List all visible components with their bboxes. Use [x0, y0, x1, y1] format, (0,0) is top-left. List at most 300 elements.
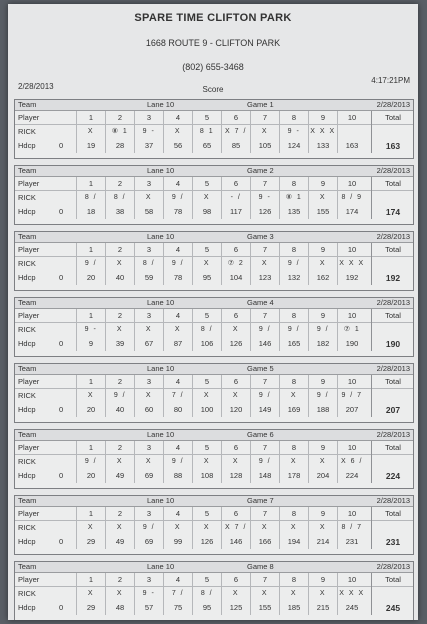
frame-divider [221, 111, 222, 153]
frame-divider [337, 177, 338, 219]
cumulative-score: 215 [316, 603, 330, 612]
cumulative-score: 182 [316, 339, 330, 348]
cumulative-score: 37 [144, 141, 154, 150]
hdcp-value: 0 [59, 405, 64, 414]
frame-marks: 9 / [258, 458, 272, 465]
player-name: RICK [18, 457, 36, 466]
frame-number: 2 [117, 377, 123, 386]
frame-divider [105, 243, 106, 285]
frame-number: 5 [204, 443, 210, 452]
frame-divider [279, 375, 280, 417]
cumulative-score: 69 [144, 537, 154, 546]
cumulative-score: 18 [86, 207, 96, 216]
game-table [14, 363, 414, 423]
cumulative-score: 105 [258, 141, 272, 150]
cumulative-score: 132 [287, 273, 301, 282]
frame-number: 9 [320, 575, 326, 584]
frame-marks: X [290, 524, 298, 531]
cumulative-score: 126 [258, 207, 272, 216]
frame-number: 9 [320, 377, 326, 386]
hdcp-label: Hdcp [18, 273, 36, 282]
games-list [14, 99, 414, 620]
total-column-label: Total [385, 311, 401, 320]
total-column-label: Total [385, 377, 401, 386]
game-date: 2/28/2013 [376, 496, 410, 505]
total-divider [371, 177, 372, 219]
game-number: Game 5 [247, 364, 274, 373]
game-date: 2/28/2013 [376, 166, 410, 175]
lane-label: Lane 10 [147, 100, 175, 109]
frame-divider [192, 375, 193, 417]
frame-marks: 9 / [287, 326, 301, 333]
frame-number: 3 [146, 575, 152, 584]
game-number: Game 4 [247, 298, 274, 307]
cumulative-score: 148 [258, 471, 272, 480]
frame-number: 3 [146, 245, 152, 254]
cumulative-score: 108 [200, 471, 214, 480]
frame-divider [134, 309, 135, 351]
frame-divider [221, 243, 222, 285]
frame-number: 10 [347, 443, 357, 452]
marks-row [15, 257, 413, 270]
frame-number: 6 [233, 377, 239, 386]
frame-marks: 9 / [171, 458, 185, 465]
frame-number: 1 [88, 575, 94, 584]
hdcp-label: Hdcp [18, 405, 36, 414]
cumulative-score: 155 [316, 207, 330, 216]
frame-marks: 9 / [142, 524, 156, 531]
frame-number: 4 [175, 377, 181, 386]
cumulative-score: 28 [115, 141, 125, 150]
cumulative-row [15, 469, 413, 483]
frame-marks: 7 / [171, 392, 185, 399]
frame-number-row [15, 375, 413, 389]
frame-divider [105, 573, 106, 615]
cumulative-score: 98 [202, 207, 212, 216]
game-total: 163 [385, 141, 401, 151]
frame-divider [221, 441, 222, 483]
total-column-label: Total [385, 575, 401, 584]
player-name: RICK [18, 589, 36, 598]
frame-divider [105, 309, 106, 351]
frame-divider [250, 111, 251, 153]
frame-number: 10 [347, 245, 357, 254]
cumulative-score: 146 [229, 537, 243, 546]
game-total: 231 [385, 537, 401, 547]
cumulative-score: 125 [229, 603, 243, 612]
frame-marks: X [261, 260, 269, 267]
frame-divider [76, 309, 77, 351]
game-header [15, 496, 413, 507]
frame-divider [134, 507, 135, 549]
frame-marks: X [116, 458, 124, 465]
game-number: Game 1 [247, 100, 274, 109]
game-number: Game 2 [247, 166, 274, 175]
frame-number: 8 [291, 113, 297, 122]
frame-number: 5 [204, 575, 210, 584]
cumulative-score: 192 [345, 273, 359, 282]
business-phone: (802) 655-3468 [182, 62, 244, 72]
frame-divider [76, 111, 77, 153]
frame-marks: 8 / [84, 194, 98, 201]
frame-divider [250, 177, 251, 219]
frame-number: 4 [175, 179, 181, 188]
frame-marks: X [319, 194, 327, 201]
cumulative-score: 149 [258, 405, 272, 414]
cumulative-score: 174 [345, 207, 359, 216]
frame-divider [279, 111, 280, 153]
total-divider [371, 441, 372, 483]
cumulative-row [15, 535, 413, 549]
frame-number: 9 [320, 509, 326, 518]
hdcp-label: Hdcp [18, 537, 36, 546]
game-table [14, 561, 414, 620]
frame-marks: X [261, 590, 269, 597]
frame-divider [192, 309, 193, 351]
frame-number: 4 [175, 575, 181, 584]
frame-number: 4 [175, 113, 181, 122]
cumulative-score: 20 [86, 405, 96, 414]
frame-number: 5 [204, 311, 210, 320]
cumulative-row [15, 403, 413, 417]
game-table [14, 99, 414, 159]
team-label: Team [18, 298, 37, 307]
frame-number: 9 [320, 245, 326, 254]
game-table [14, 297, 414, 357]
hdcp-value: 0 [59, 603, 64, 612]
team-label: Team [18, 100, 37, 109]
frame-marks: X [319, 590, 327, 597]
game-number: Game 3 [247, 232, 274, 241]
marks-row [15, 125, 413, 138]
frame-number: 7 [262, 377, 268, 386]
frame-number: 4 [175, 509, 181, 518]
total-divider [371, 111, 372, 153]
player-name: RICK [18, 127, 36, 136]
frame-divider [76, 177, 77, 219]
total-divider [371, 243, 372, 285]
frame-number: 9 [320, 311, 326, 320]
frame-number: 8 [291, 179, 297, 188]
frame-marks: 9 / [84, 260, 98, 267]
frame-number: 5 [204, 509, 210, 518]
cumulative-score: 245 [345, 603, 359, 612]
hdcp-value: 0 [59, 471, 64, 480]
frame-divider [337, 375, 338, 417]
frame-marks: 8 / 7 [341, 524, 363, 531]
frame-marks: X [232, 458, 240, 465]
frame-number: 7 [262, 311, 268, 320]
frame-marks: 9 - [142, 590, 156, 597]
marks-row [15, 323, 413, 336]
cumulative-score: 106 [200, 339, 214, 348]
player-column-label: Player [18, 245, 40, 254]
frame-number: 7 [262, 575, 268, 584]
lane-label: Lane 10 [147, 364, 175, 373]
frame-divider [163, 573, 164, 615]
hdcp-value: 0 [59, 273, 64, 282]
team-label: Team [18, 496, 37, 505]
frame-marks: ⑧ 1 [285, 194, 303, 201]
frame-divider [105, 111, 106, 153]
frame-number: 3 [146, 443, 152, 452]
marks-row [15, 455, 413, 468]
frame-number: 2 [117, 443, 123, 452]
frame-divider [163, 441, 164, 483]
frame-number: 8 [291, 575, 297, 584]
frame-number: 4 [175, 311, 181, 320]
frame-divider [250, 375, 251, 417]
cumulative-row [15, 139, 413, 153]
frame-divider [221, 177, 222, 219]
frame-number: 3 [146, 113, 152, 122]
frame-divider [76, 441, 77, 483]
game-total: 190 [385, 339, 401, 349]
frame-number: 1 [88, 509, 94, 518]
cumulative-score: 19 [86, 141, 96, 150]
frame-number: 2 [117, 113, 123, 122]
frame-divider [250, 309, 251, 351]
cumulative-score: 56 [173, 141, 183, 150]
frame-number: 7 [262, 179, 268, 188]
game-header [15, 100, 413, 111]
frame-divider [163, 111, 164, 153]
cumulative-score: 48 [115, 603, 125, 612]
frame-divider [279, 573, 280, 615]
frame-marks: X [174, 128, 182, 135]
frame-divider [337, 441, 338, 483]
hdcp-value: 0 [59, 207, 64, 216]
frame-marks: 9 / [316, 326, 330, 333]
frame-marks: X [203, 260, 211, 267]
frame-number: 10 [347, 509, 357, 518]
frame-number: 2 [117, 245, 123, 254]
frame-number: 3 [146, 179, 152, 188]
frame-number-row [15, 111, 413, 125]
frame-marks: 9 / [171, 260, 185, 267]
cumulative-score: 80 [173, 405, 183, 414]
cumulative-score: 78 [173, 207, 183, 216]
frame-number: 6 [233, 245, 239, 254]
frame-number: 1 [88, 443, 94, 452]
frame-number: 1 [88, 113, 94, 122]
game-total: 224 [385, 471, 401, 481]
frame-marks: 9 / [316, 392, 330, 399]
cumulative-score: 39 [115, 339, 125, 348]
frame-divider [192, 177, 193, 219]
cumulative-score: 78 [173, 273, 183, 282]
frame-marks: X [87, 128, 95, 135]
cumulative-score: 231 [345, 537, 359, 546]
frame-number: 5 [204, 113, 210, 122]
cumulative-score: 163 [345, 141, 359, 150]
frame-number-row [15, 573, 413, 587]
frame-divider [134, 243, 135, 285]
cumulative-score: 104 [229, 273, 243, 282]
frame-divider [76, 375, 77, 417]
cumulative-row [15, 271, 413, 285]
frame-marks: X [116, 326, 124, 333]
frame-marks: 8 1 [199, 128, 215, 135]
frame-divider [134, 111, 135, 153]
frame-number: 10 [347, 179, 357, 188]
marks-row [15, 389, 413, 402]
frame-divider [221, 507, 222, 549]
business-address: 1668 ROUTE 9 - CLIFTON PARK [145, 38, 281, 48]
cumulative-score: 95 [202, 603, 212, 612]
game-table [14, 495, 414, 555]
player-column-label: Player [18, 509, 40, 518]
frame-marks: X [319, 260, 327, 267]
business-name: SPARE TIME CLIFTON PARK [134, 12, 292, 24]
frame-number: 9 [320, 443, 326, 452]
cumulative-score: 29 [86, 537, 96, 546]
lane-label: Lane 10 [147, 166, 175, 175]
lane-label: Lane 10 [147, 232, 175, 241]
cumulative-score: 85 [231, 141, 241, 150]
cumulative-score: 59 [144, 273, 154, 282]
frame-marks: X [116, 524, 124, 531]
marks-row [15, 191, 413, 204]
cumulative-score: 40 [115, 273, 125, 282]
game-date: 2/28/2013 [376, 100, 410, 109]
cumulative-score: 194 [287, 537, 301, 546]
cumulative-score: 49 [115, 471, 125, 480]
frame-divider [163, 177, 164, 219]
total-column-label: Total [385, 179, 401, 188]
cumulative-score: 65 [202, 141, 212, 150]
frame-divider [279, 441, 280, 483]
frame-marks: X 6 / [341, 458, 363, 465]
frame-divider [76, 507, 77, 549]
lane-label: Lane 10 [147, 496, 175, 505]
frame-marks: 9 / [258, 326, 272, 333]
frame-marks: 8 / [142, 260, 156, 267]
frame-marks: X X X [339, 260, 365, 267]
frame-divider [337, 573, 338, 615]
cumulative-score: 57 [144, 603, 154, 612]
report-date: 2/28/2013 [18, 82, 54, 91]
frame-marks: X 7 / [225, 524, 247, 531]
frame-marks: X [290, 392, 298, 399]
total-divider [371, 573, 372, 615]
frame-marks: X [116, 260, 124, 267]
cumulative-score: 29 [86, 603, 96, 612]
cumulative-score: 100 [200, 405, 214, 414]
cumulative-score: 133 [316, 141, 330, 150]
frame-number: 1 [88, 245, 94, 254]
hdcp-value: 0 [59, 537, 64, 546]
frame-marks: X [145, 194, 153, 201]
frame-number: 6 [233, 311, 239, 320]
game-number: Game 8 [247, 562, 274, 571]
frame-number: 4 [175, 245, 181, 254]
frame-number: 5 [204, 245, 210, 254]
game-total: 174 [385, 207, 401, 217]
frame-divider [192, 573, 193, 615]
frame-divider [279, 309, 280, 351]
frame-marks: X [145, 458, 153, 465]
frame-divider [221, 573, 222, 615]
frame-divider [221, 309, 222, 351]
cumulative-score: 224 [345, 471, 359, 480]
hdcp-label: Hdcp [18, 471, 36, 480]
frame-marks: X [87, 392, 95, 399]
frame-divider [337, 111, 338, 153]
frame-divider [105, 441, 106, 483]
frame-divider [279, 243, 280, 285]
frame-marks: X [203, 524, 211, 531]
frame-divider [192, 441, 193, 483]
cumulative-score: 99 [173, 537, 183, 546]
frame-number: 1 [88, 311, 94, 320]
player-column-label: Player [18, 179, 40, 188]
game-header [15, 298, 413, 309]
cumulative-score: 204 [316, 471, 330, 480]
game-date: 2/28/2013 [376, 298, 410, 307]
frame-number: 8 [291, 311, 297, 320]
frame-divider [134, 441, 135, 483]
frame-marks: X [203, 392, 211, 399]
game-header [15, 232, 413, 243]
cumulative-score: 88 [173, 471, 183, 480]
frame-marks: X [232, 392, 240, 399]
frame-marks: 8 / [200, 590, 214, 597]
frame-number: 5 [204, 377, 210, 386]
frame-marks: ⑦ 2 [227, 260, 245, 267]
player-column-label: Player [18, 443, 40, 452]
frame-marks: X [232, 590, 240, 597]
player-name: RICK [18, 259, 36, 268]
frame-divider [279, 507, 280, 549]
frame-number: 1 [88, 377, 94, 386]
frame-marks: X [232, 326, 240, 333]
frame-number: 5 [204, 179, 210, 188]
player-name: RICK [18, 523, 36, 532]
cumulative-score: 58 [144, 207, 154, 216]
lane-label: Lane 10 [147, 562, 175, 571]
frame-marks: 7 / [171, 590, 185, 597]
team-label: Team [18, 166, 37, 175]
hdcp-value: 0 [59, 141, 64, 150]
lane-label: Lane 10 [147, 430, 175, 439]
frame-divider [308, 243, 309, 285]
frame-number: 6 [233, 179, 239, 188]
lane-label: Lane 10 [147, 298, 175, 307]
frame-marks: X X X [310, 128, 336, 135]
frame-number: 6 [233, 509, 239, 518]
frame-marks: ⑦ 1 [343, 326, 361, 333]
frame-divider [192, 507, 193, 549]
frame-marks: 9 - [287, 128, 301, 135]
frame-marks: X [203, 194, 211, 201]
frame-divider [279, 177, 280, 219]
frame-marks: 9 / [171, 194, 185, 201]
frame-number-row [15, 177, 413, 191]
cumulative-score: 95 [202, 273, 212, 282]
frame-number: 10 [347, 311, 357, 320]
cumulative-score: 67 [144, 339, 154, 348]
frame-number: 9 [320, 179, 326, 188]
frame-number: 10 [347, 113, 357, 122]
game-number: Game 6 [247, 430, 274, 439]
frame-number: 7 [262, 509, 268, 518]
cumulative-score: 20 [86, 273, 96, 282]
frame-number-row [15, 441, 413, 455]
frame-divider [76, 573, 77, 615]
marks-row [15, 521, 413, 534]
cumulative-row [15, 601, 413, 615]
